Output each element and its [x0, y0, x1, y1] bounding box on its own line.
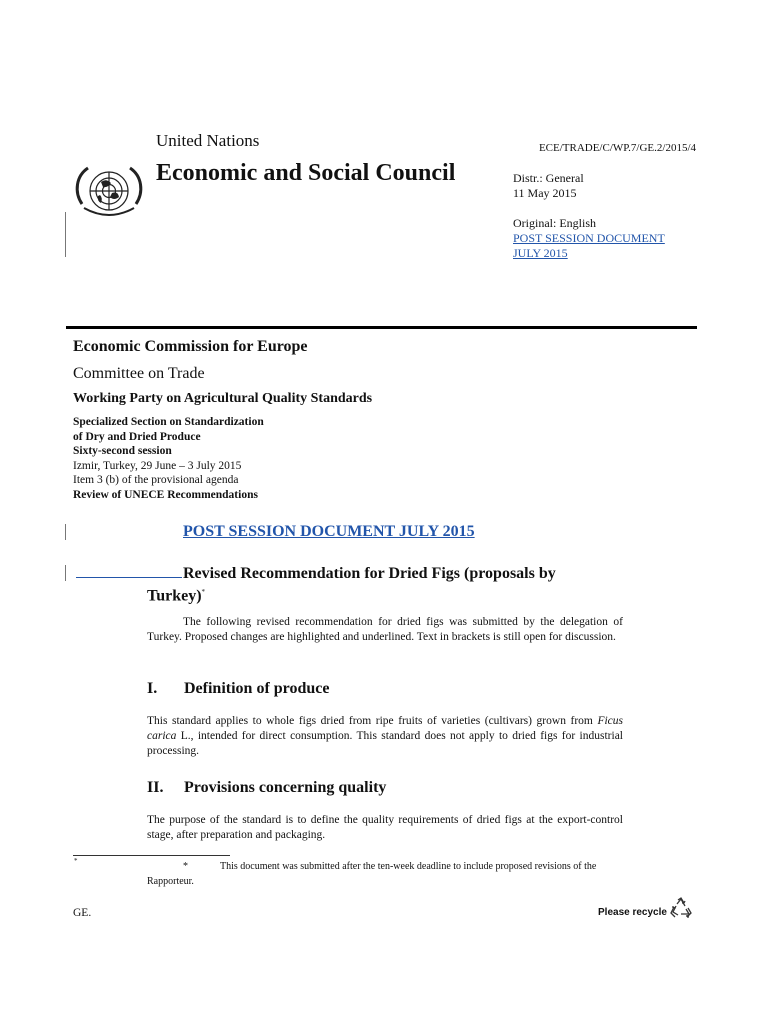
- recycle-icon: [669, 896, 693, 920]
- committee-name: Committee on Trade: [73, 365, 205, 382]
- footnote-rule: [73, 855, 230, 856]
- section-1-title: Definition of produce: [184, 680, 330, 697]
- section-1-paragraph: [147, 714, 623, 759]
- section-line-2: of Dry and Dried Produce: [73, 430, 201, 443]
- working-party-name: Working Party on Agricultural Quality Standards: [73, 391, 373, 406]
- section-2-heading: [147, 779, 386, 797]
- session-place-date: Izmir, Turkey, 29 June – 3 July 2015: [73, 459, 242, 472]
- agenda-item: Item 3 (b) of the provisional agenda: [73, 474, 239, 487]
- un-emblem-icon: [70, 160, 148, 222]
- title-footnote-mark[interactable]: *: [201, 588, 206, 596]
- council-title: Economic and Social Council: [156, 160, 456, 186]
- header-rule: [66, 326, 697, 329]
- section-1-text-b: L., intended for direct consumption. This standard does not apply to dried figs for industrial processing.: [147, 730, 623, 757]
- footnote-text: This document was submitted after the ten-week deadline to include proposed revisions of the Rapporteur.: [147, 861, 597, 887]
- agenda-item-title: Review of UNECE Recommendations: [73, 488, 258, 501]
- post-session-link-cont[interactable]: JULY 2015: [513, 246, 568, 260]
- section-line-1: Specialized Section on Standardization: [73, 416, 264, 428]
- section-2-title: Provisions concerning quality: [184, 779, 387, 796]
- change-bar: [65, 212, 66, 257]
- original-language: Original: English: [513, 216, 596, 230]
- post-session-link[interactable]: POST SESSION DOCUMENT: [513, 231, 665, 245]
- session-info: [73, 415, 264, 503]
- section-1-text-a: This standard applies to whole figs dried from ripe fruits of varieties (cultivars) grown from: [147, 715, 598, 727]
- intro-paragraph: The following revised recommendation for dried figs was submitted by the delegation of Turkey. Proposed changes are highlighted and underlined. Text in brackets is still open for discussion.: [147, 616, 623, 643]
- document-symbol: ECE/TRADE/C/WP.7/GE.2/2015/4: [538, 142, 696, 154]
- session-number: Sixty-second session: [73, 445, 172, 458]
- distribution-block: [513, 171, 665, 261]
- org-name: United Nations: [156, 131, 260, 150]
- document-title: [147, 564, 617, 605]
- footnote-star: *: [183, 861, 188, 872]
- document-title-text: Revised Recommendation for Dried Figs (proposals by Turkey): [147, 565, 556, 605]
- issue-date: 11 May 2015: [513, 186, 577, 200]
- footnote-mark: *: [74, 857, 78, 865]
- section-2-number: II.: [147, 779, 164, 796]
- post-session-heading: POST SESSION DOCUMENT JULY 2015: [183, 523, 475, 540]
- change-bar: [65, 565, 66, 581]
- distribution: Distr.: General: [513, 171, 584, 185]
- commission-name: Economic Commission for Europe: [73, 338, 308, 355]
- ge-number: GE.: [73, 907, 92, 919]
- recycle-label: Please recycle: [598, 907, 667, 918]
- species-name: Ficus carica: [147, 715, 623, 742]
- section-2-paragraph: The purpose of the standard is to define the quality requirements of dried figs at the export-control stage, after preparation and packaging.: [147, 814, 623, 841]
- section-1-number: I.: [147, 680, 158, 697]
- change-bar: [65, 524, 66, 540]
- footnote: [147, 859, 607, 889]
- section-1-heading: [147, 680, 329, 698]
